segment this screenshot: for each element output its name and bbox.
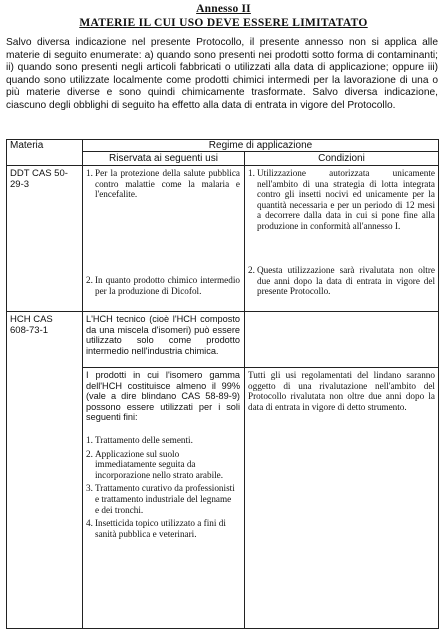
table-border-bottom bbox=[6, 628, 439, 629]
ddt-usi-2: 2. In quanto prodotto chimico intermedio per la produzione di Dicofol. bbox=[86, 275, 240, 296]
hch-uso-item: 3. Trattamento curativo da professionisti e trattamento industriale del legname e dei tronchi. bbox=[86, 483, 235, 515]
header-materia: Materia bbox=[10, 140, 44, 151]
ddt-condizioni-1: 1. Utilizzazione autorizzata unicamente nell'ambito di una strategia di lotta integrata contro gli insetti nocivi ed unicamente per la quantità necessaria e per un periodo di 12 mesi a decorrere dalla data in cui si pone fine alla produzione in conformità all'annesso I. bbox=[248, 168, 435, 231]
ddt-materia: DDT CAS 50-29-3 bbox=[10, 168, 68, 190]
row-divider-hch-sub bbox=[82, 367, 439, 368]
hch-condizioni: Tutti gli usi regolamentati del lindano saranno oggetto di una rivalutazione nell'ambito del Protocollo rivalutata non oltre due anni dopo la data di entrata in vigore di detto strumento. bbox=[248, 370, 435, 412]
hch-usi-list bbox=[86, 435, 236, 539]
header-regime: Regime di applicazione bbox=[208, 140, 313, 151]
hch-prodotti-intro: I prodotti in cui l'isomero gamma dell'HCH costituisce almeno il 99% (vale a dire blindano CAS 58-89-9) possono essere utilizzati per i soli seguenti fini: bbox=[86, 370, 240, 423]
table-border-left bbox=[6, 139, 7, 629]
hch-materia: HCH CAS 608-73-1 bbox=[10, 314, 53, 336]
column-divider-materia bbox=[82, 139, 83, 629]
hch-tecnico: L'HCH tecnico (cioè l'HCH composto da una miscela d'isomeri) può essere utilizzato solo come prodotto intermedio nell'industria chimica. bbox=[86, 314, 240, 356]
intro-paragraph bbox=[6, 37, 438, 113]
row-divider-ddt-hch bbox=[6, 311, 439, 312]
annex-title: Annesso II bbox=[196, 3, 251, 15]
ddt-usi-1: 1. Per la protezione della salute pubblica contro malattie come la malaria e l'encefalite. bbox=[86, 168, 240, 200]
header-divider-regime bbox=[82, 151, 439, 152]
hch-uso-item: 4. Insetticida topico utilizzato a fini di sanità pubblica e veterinari. bbox=[86, 518, 226, 539]
table-border-right bbox=[438, 139, 439, 629]
hch-uso-item: 2. Applicazione sul suolo immediatamente seguita da incorporazione nello strato arabile. bbox=[86, 448, 224, 480]
header-divider-bottom bbox=[6, 165, 439, 166]
annex-subtitle: MATERIE IL CUI USO DEVE ESSERE LIMITATATO bbox=[79, 17, 368, 29]
hch-uso-item: 1. Trattamento delle sementi. bbox=[86, 435, 193, 445]
intro-text: Salvo diversa indicazione nel presente Protocollo, il presente annesso non si applica alle materie di seguito enumerate: a) quando sono presenti nei prodotti sotto forma di contaminanti; ii) quando sono presenti negli articoli fabbricati o utilizzati alla data di applicazione; oppure iii) quando sono utilizzate localmente come prodotti chimici intermedi per la lavorazione di una o più materie diverse e sono quindi chimicamente trasformate. Salvo diversa indicazione, ciascuno degli obblighi di seguito ha effetto alla data di entrata in vigore del Protocollo. bbox=[6, 37, 438, 111]
ddt-condizioni-2: 2. Questa utilizzazione sarà rivalutata non oltre due anni dopo la data di entrata in vigore del presente Protocollo. bbox=[248, 265, 435, 297]
header-riservata: Riservata ai seguenti usi bbox=[109, 153, 218, 164]
regime-table bbox=[6, 139, 439, 629]
header-condizioni: Condizioni bbox=[318, 153, 365, 164]
column-divider-usi bbox=[244, 151, 245, 629]
